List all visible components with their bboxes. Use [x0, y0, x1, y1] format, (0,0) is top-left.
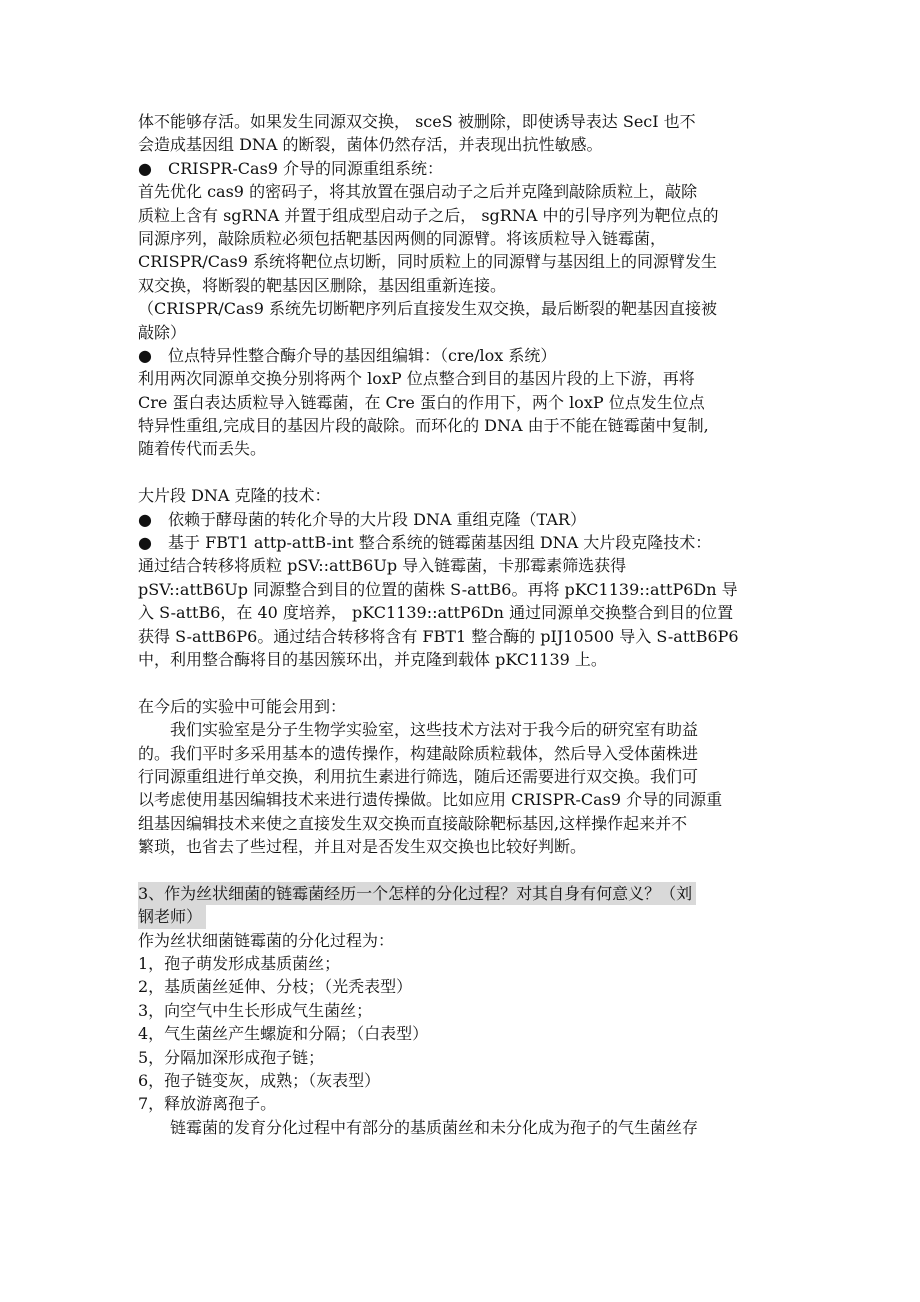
text-line: Cre 蛋白表达质粒导入链霉菌，在 Cre 蛋白的作用下，两个 loxP 位点发生位点 — [138, 392, 705, 412]
text-line: 通过结合转移将质粒 pSV::attB6Up 导入链霉菌，卡那霉素筛选获得 — [138, 556, 627, 576]
text-line: 以考虑使用基因编辑技术来进行遗传操做。比如应用 CRISPR-Cas9 介导的同源重 — [138, 790, 723, 810]
question-heading — [138, 905, 786, 928]
bullet-icon: ● — [138, 158, 152, 178]
bullet-text: 位点特异性整合酶介导的基因组编辑：（cre/lox 系统） — [168, 345, 557, 365]
text-line: 中，利用整合酶将目的基因簇环出，并克隆到载体 pKC1139 上。 — [138, 649, 607, 669]
list-item: 2，基质菌丝延伸、分枝；（光秃表型） — [138, 977, 413, 997]
bullet-text: CRISPR-Cas9 介导的同源重组系统： — [168, 158, 444, 178]
list-item: 5，分隔加深形成孢子链； — [138, 1047, 325, 1067]
text-line: 会造成基因组 DNA 的断裂，菌体仍然存活，并表现出抗性敏感。 — [138, 135, 603, 155]
bullet-icon: ● — [138, 509, 152, 529]
bullet-item — [138, 344, 786, 367]
bullet-text: 基于 FBT1 attp-attB-int 整合系统的链霉菌基因组 DNA 大片段克隆技术： — [168, 533, 712, 553]
text-line: 的。我们平时多采用基本的遗传操作，构建敲除质粒载体，然后导入受体菌株进 — [138, 743, 699, 763]
list-item: 4，气生菌丝产生螺旋和分隔；（白表型） — [138, 1024, 429, 1044]
text-line: 获得 S-attB6P6。通过结合转移将含有 FBT1 整合酶的 pIJ10500 导入 S-attB6P6 — [138, 626, 739, 646]
text-line: 首先优化 cas9 的密码子，将其放置在强启动子之后并克隆到敲除质粒上，敲除 — [138, 182, 698, 202]
paragraph-spacer — [138, 461, 786, 484]
question-highlight: 3、作为丝状细菌的链霉菌经历一个怎样的分化过程？对其自身有何意义？（刘 — [138, 882, 696, 905]
list-item: 1，孢子萌发形成基质菌丝； — [138, 954, 341, 974]
text-line: CRISPR/Cas9 系统将靶位点切断，同时质粒上的同源臂与基因组上的同源臂发生 — [138, 252, 718, 272]
bullet-item — [138, 157, 786, 180]
text-line: 利用两次同源单交换分别将两个 loxP 位点整合到目的基因片段的上下游，再将 — [138, 369, 695, 389]
section-heading: 大片段 DNA 克隆的技术： — [138, 486, 331, 506]
bullet-item — [138, 508, 786, 531]
text-line: 随着传代而丢失。 — [138, 439, 267, 459]
text-line: pSV::attB6Up 同源整合到目的位置的菌株 S-attB6。再将 pKC1139::attP6Dn 导 — [138, 579, 738, 599]
list-item: 6，孢子链变灰，成熟；（灰表型） — [138, 1071, 381, 1091]
text-line: 繁琐，也省去了些过程，并且对是否发生双交换也比较好判断。 — [138, 837, 587, 857]
paragraph-spacer — [138, 671, 786, 694]
text-line: 链霉菌的发育分化过程中有部分的基质菌丝和未分化成为孢子的气生菌丝存 — [170, 1117, 699, 1137]
text-line: 体不能够存活。如果发生同源双交换， sceS 被删除，即使诱导表达 SecI 也不 — [138, 112, 696, 131]
text-line: （CRISPR/Cas9 系统先切断靶序列后直接发生双交换，最后断裂的靶基因直接被 — [138, 299, 718, 319]
text-line: 敲除） — [138, 322, 187, 342]
bullet-icon: ● — [138, 533, 152, 553]
text-line: 同源序列，敲除质粒必须包括靶基因两侧的同源臂。将该质粒导入链霉菌， — [138, 228, 667, 248]
text-line: 作为丝状细菌链霉菌的分化过程为： — [138, 930, 395, 950]
bullet-item — [138, 531, 786, 554]
bullet-icon: ● — [138, 345, 152, 365]
list-item: 3，向空气中生长形成气生菌丝； — [138, 1000, 373, 1020]
list-item: 7，释放游离孢子。 — [138, 1094, 277, 1114]
question-heading — [138, 882, 786, 905]
text-line: 质粒上含有 sgRNA 并置于组成型启动子之后， sgRNA 中的引导序列为靶位点的 — [138, 205, 719, 225]
text-line: 我们实验室是分子生物学实验室，这些技术方法对于我今后的研究室有助益 — [170, 720, 699, 740]
text-line: 入 S-attB6，在 40 度培养， pKC1139::attP6Dn 通过同源单交换整合到目的位置 — [138, 603, 734, 623]
text-line: 组基因编辑技术来使之直接发生双交换而直接敲除靶标基因,这样操作起来并不 — [138, 813, 688, 833]
question-highlight: 钢老师） — [138, 905, 206, 928]
text-line: 行同源重组进行单交换，利用抗生素进行筛选，随后还需要进行双交换。我们可 — [138, 766, 699, 786]
bullet-text: 依赖于酵母菌的转化介导的大片段 DNA 重组克隆（TAR） — [168, 509, 586, 529]
text-line: 特异性重组,完成目的基因片段的敲除。而环化的 DNA 由于不能在链霉菌中复制, — [138, 416, 709, 436]
text-line: 双交换，将断裂的靶基因区删除，基因组重新连接。 — [138, 275, 507, 295]
section-heading: 在今后的实验中可能会用到： — [138, 696, 347, 716]
paragraph-spacer — [138, 859, 786, 882]
